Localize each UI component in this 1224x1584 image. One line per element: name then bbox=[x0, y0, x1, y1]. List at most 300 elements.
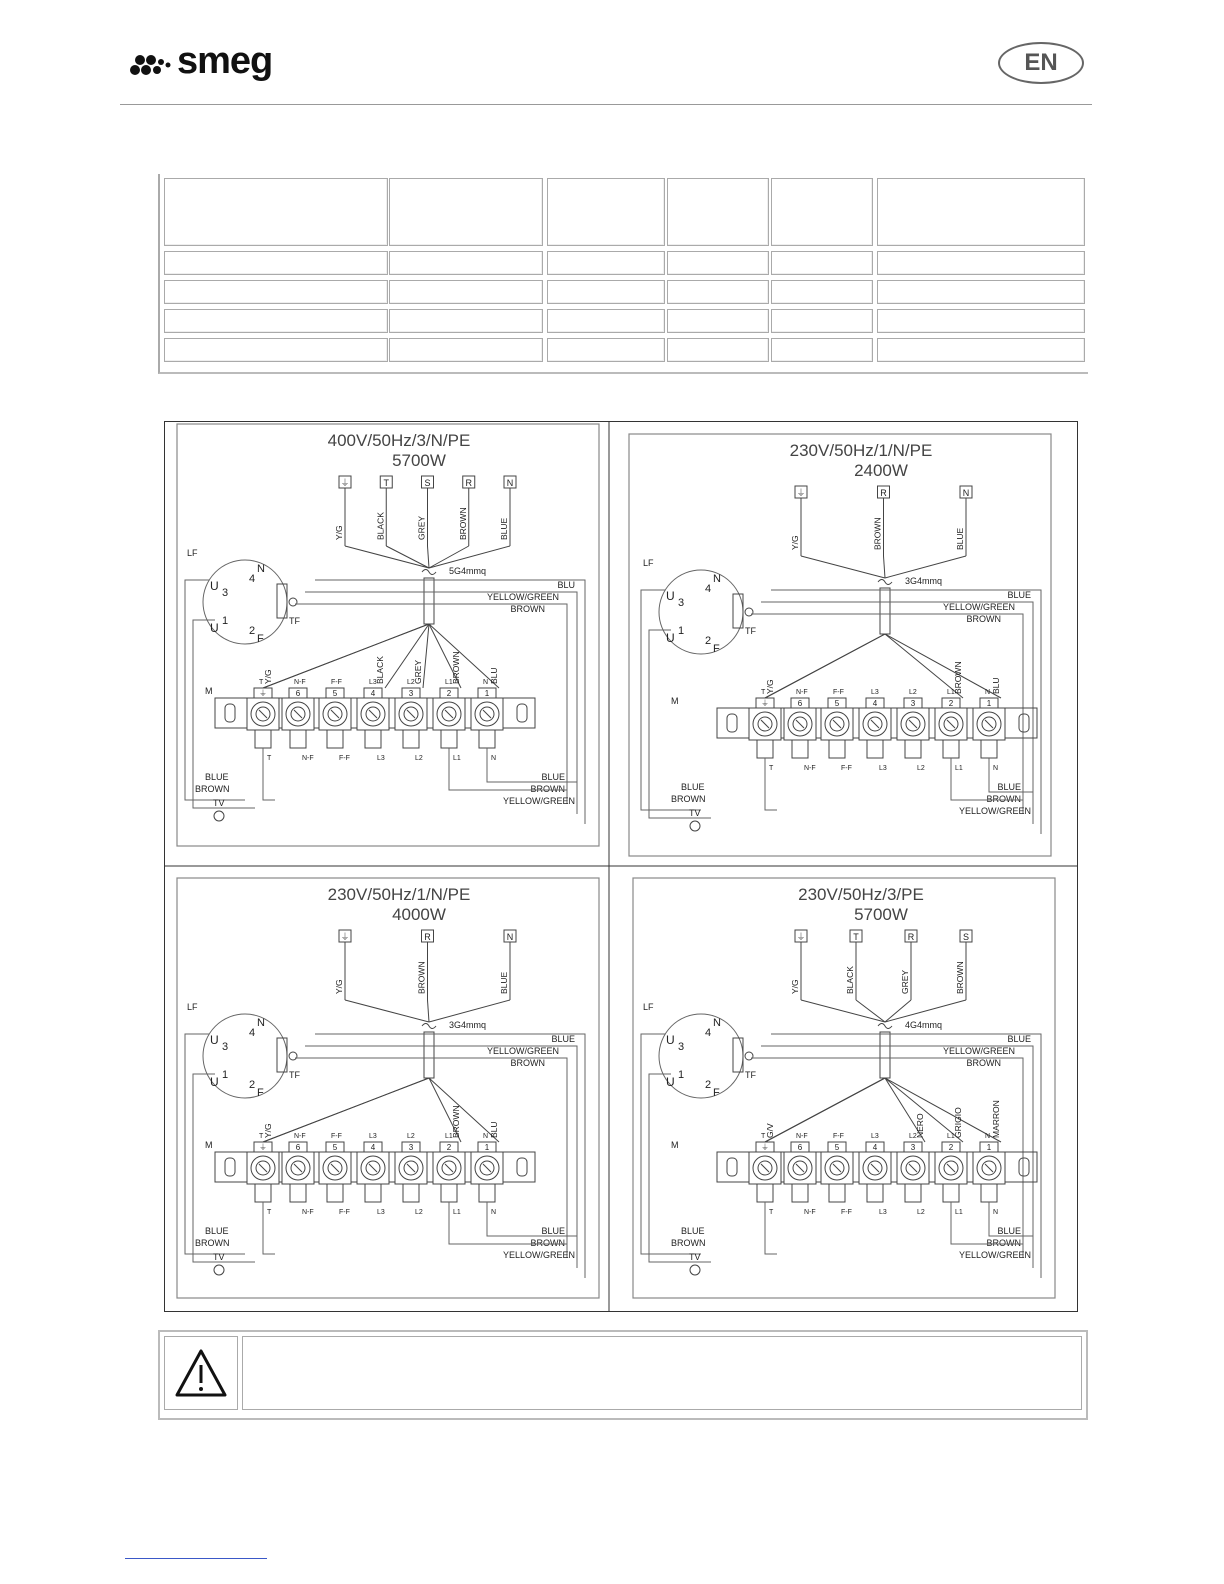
motor-terminal-label: 2 bbox=[249, 1079, 256, 1091]
supply-wire-label: BLUE bbox=[499, 971, 509, 994]
supply-wire bbox=[884, 556, 886, 578]
motor-terminal-label: U bbox=[666, 1075, 675, 1089]
panel-title-line1: 230V/50Hz/3/PE bbox=[798, 885, 924, 904]
terminal-top-label: N-F bbox=[796, 1133, 808, 1140]
cable-label: 4G4mmq bbox=[905, 1020, 943, 1030]
terminal-top-label: T bbox=[259, 679, 264, 686]
terminal-number: 6 bbox=[797, 1143, 803, 1152]
terminal-tab bbox=[365, 730, 381, 748]
motor-terminal-label: 2 bbox=[705, 1079, 712, 1091]
logo-dots-icon bbox=[130, 48, 176, 78]
top-terminal-label: N bbox=[506, 932, 514, 942]
supply-wire bbox=[428, 546, 430, 568]
terminal-top-label: L1 bbox=[947, 689, 955, 696]
terminal-bottom-label: F-F bbox=[339, 1209, 350, 1216]
terminal-bottom-label: N bbox=[993, 1209, 999, 1216]
left-wire-label: BROWN bbox=[671, 1238, 706, 1248]
supply-wire-label: BLUE bbox=[955, 527, 965, 550]
supply-wire-label: BROWN bbox=[955, 961, 965, 994]
board-wire-label: BLACK bbox=[375, 656, 385, 684]
wiring-panel-4 bbox=[633, 878, 1055, 1298]
terminal-number: 2 bbox=[446, 689, 452, 698]
cable-sheath bbox=[424, 1032, 434, 1078]
board-wire-label: BLU bbox=[489, 1121, 499, 1138]
supply-wire-label: GREY bbox=[416, 515, 427, 540]
terminal-tab bbox=[981, 740, 997, 758]
bottom-right-label: BROWN bbox=[530, 1238, 565, 1248]
wiring-diagrams bbox=[164, 421, 1078, 1312]
supply-wire-label: BROWN bbox=[457, 507, 468, 540]
terminal-bottom-label: F-F bbox=[841, 1209, 852, 1216]
terminal-tab bbox=[905, 1184, 921, 1202]
terminal-tab bbox=[479, 1184, 495, 1202]
terminal-number: ⏚ bbox=[259, 689, 267, 698]
terminal-top-label: L3 bbox=[369, 1133, 377, 1140]
board-wire-label: Y/G bbox=[263, 1123, 273, 1138]
rail-slot bbox=[1019, 714, 1029, 732]
table-cell bbox=[667, 309, 769, 333]
terminal-number: 3 bbox=[910, 699, 916, 708]
right-wire-label: BROWN bbox=[510, 604, 545, 614]
supply-wire-label: GREY bbox=[900, 969, 910, 994]
terminal-tab bbox=[792, 1184, 808, 1202]
tf-label: TF bbox=[289, 616, 300, 626]
terminal-bottom-label: L2 bbox=[415, 1209, 423, 1216]
terminal-number: 4 bbox=[872, 699, 878, 708]
terminal-top-label: L3 bbox=[369, 679, 377, 686]
panel-title-line1: 400V/50Hz/3/N/PE bbox=[327, 431, 471, 450]
terminal-top-label: L1 bbox=[445, 679, 453, 686]
frame-wire bbox=[185, 580, 245, 800]
motor-terminal-label: 4 bbox=[705, 583, 712, 595]
left-wire-label: BROWN bbox=[195, 1238, 230, 1248]
lf-label: LF bbox=[643, 1002, 654, 1012]
motor-terminal-label: U bbox=[666, 1033, 675, 1047]
wiring-panel-1 bbox=[177, 424, 599, 846]
terminal-tab bbox=[829, 740, 845, 758]
terminal-tab bbox=[441, 730, 457, 748]
right-wire-label: BLU bbox=[557, 580, 575, 590]
supply-wire-label: Y/G bbox=[334, 979, 344, 994]
terminal-bottom-label: F-F bbox=[841, 765, 852, 772]
board-wire bbox=[423, 624, 429, 688]
board-wire-label: BLU bbox=[489, 667, 499, 684]
tv-label: TV bbox=[689, 808, 701, 818]
terminal-bottom-label: N-F bbox=[804, 1209, 816, 1216]
motor-terminal-label: U bbox=[210, 1075, 219, 1089]
terminal-bottom-label: F-F bbox=[339, 755, 350, 762]
terminal-top-label: L1 bbox=[445, 1133, 453, 1140]
earth-symbol bbox=[745, 608, 753, 616]
terminal-number: 3 bbox=[408, 689, 414, 698]
tv-earth-symbol bbox=[214, 811, 224, 821]
table-cell bbox=[771, 251, 873, 275]
terminal-number: 2 bbox=[446, 1143, 452, 1152]
supply-wire bbox=[428, 1000, 430, 1022]
board-wire bbox=[885, 634, 1001, 698]
table-cell bbox=[389, 251, 543, 275]
terminal-bottom-label: T bbox=[769, 765, 774, 772]
motor-terminal-label: F bbox=[257, 633, 264, 645]
right-wire-label: BLUE bbox=[1007, 1034, 1031, 1044]
board-wire-label: NERO bbox=[915, 1113, 925, 1138]
terminal-bottom-label: L3 bbox=[879, 765, 887, 772]
terminal-bottom-label: L2 bbox=[917, 765, 925, 772]
terminal-tab bbox=[255, 1184, 271, 1202]
top-terminal-label: S bbox=[424, 478, 431, 488]
panel-title-line1: 230V/50Hz/1/N/PE bbox=[327, 885, 471, 904]
terminal-bottom-label: N-F bbox=[804, 765, 816, 772]
terminal-top-label: T bbox=[761, 689, 766, 696]
top-terminal-label: R bbox=[907, 932, 915, 942]
motor-terminal-label: 3 bbox=[678, 1041, 685, 1053]
terminal-number: 4 bbox=[872, 1143, 878, 1152]
rail-slot bbox=[1019, 1158, 1029, 1176]
table-cell bbox=[877, 338, 1085, 362]
top-terminal-label: R bbox=[424, 932, 431, 942]
terminal-tab bbox=[829, 1184, 845, 1202]
board-wire bbox=[263, 624, 429, 688]
board-wire-label: BROWN bbox=[953, 661, 963, 694]
terminal-tab bbox=[792, 740, 808, 758]
terminal-tab bbox=[290, 730, 306, 748]
warning-text-cell bbox=[242, 1336, 1082, 1410]
cable-symbol bbox=[878, 1024, 892, 1029]
terminal-tab bbox=[757, 740, 773, 758]
table-cell bbox=[547, 338, 665, 362]
terminal-bottom-label: L1 bbox=[955, 765, 963, 772]
panel-title-line2: 5700W bbox=[392, 451, 446, 470]
bottom-right-label: BLUE bbox=[541, 772, 565, 782]
terminal-bottom-label: L2 bbox=[415, 755, 423, 762]
earth-symbol bbox=[289, 1052, 297, 1060]
terminal-top-label: L3 bbox=[871, 1133, 879, 1140]
bottom-right-label: YELLOW/GREEN bbox=[958, 1250, 1031, 1260]
board-wire-label: BROWN bbox=[451, 651, 461, 684]
board-wire-label: MARRON bbox=[991, 1100, 1001, 1138]
table-cell bbox=[547, 178, 665, 246]
panel-title-line2: 5700W bbox=[854, 905, 908, 924]
wiring-panel-3 bbox=[177, 878, 599, 1298]
tv-earth-symbol bbox=[214, 1265, 224, 1275]
terminal-top-label: L2 bbox=[909, 689, 917, 696]
motor-terminal-label: N bbox=[713, 1017, 721, 1029]
right-wire-label: BLUE bbox=[1007, 590, 1031, 600]
bottom-right-label: BROWN bbox=[986, 794, 1021, 804]
terminal-number: 3 bbox=[910, 1143, 916, 1152]
table-cell bbox=[547, 280, 665, 304]
terminal-number: 1 bbox=[986, 1143, 992, 1152]
tf-label: TF bbox=[745, 626, 756, 636]
rail-slot bbox=[727, 1158, 737, 1176]
motor-terminal-label: N bbox=[713, 573, 721, 585]
terminal-number: 6 bbox=[295, 1143, 301, 1152]
terminal-tab bbox=[403, 1184, 419, 1202]
panel-frame bbox=[177, 878, 599, 1298]
terminal-bottom-label: T bbox=[769, 1209, 774, 1216]
cable-label: 3G4mmq bbox=[905, 576, 943, 586]
terminal-tab bbox=[365, 1184, 381, 1202]
table-cell bbox=[877, 178, 1085, 246]
terminal-tab bbox=[867, 740, 883, 758]
terminal-number: 5 bbox=[834, 1143, 840, 1152]
left-wire-label: BLUE bbox=[205, 772, 229, 782]
terminal-top-label: T bbox=[259, 1133, 264, 1140]
m-label: M bbox=[205, 686, 213, 696]
terminal-tab bbox=[943, 1184, 959, 1202]
table-cell bbox=[877, 309, 1085, 333]
board-wire bbox=[263, 1078, 429, 1142]
terminal-number: ⏚ bbox=[761, 699, 769, 708]
panel-title-line1: 230V/50Hz/1/N/PE bbox=[789, 441, 933, 460]
right-wire-label: YELLOW/GREEN bbox=[942, 1046, 1015, 1056]
table-cell bbox=[667, 251, 769, 275]
supply-wire bbox=[429, 1000, 510, 1022]
terminal-number: ⏚ bbox=[259, 1143, 267, 1152]
board-wire bbox=[765, 1078, 885, 1142]
footer-link-underline bbox=[125, 1558, 267, 1559]
board-wire-label: Y/G bbox=[765, 679, 775, 694]
terminal-number: 6 bbox=[295, 689, 301, 698]
cable-symbol bbox=[878, 580, 892, 585]
supply-wire bbox=[885, 556, 966, 578]
terminal-number: 1 bbox=[986, 699, 992, 708]
motor-terminal-label: 3 bbox=[678, 597, 685, 609]
motor-terminal-label: 3 bbox=[222, 587, 229, 599]
bottom-right-label: BROWN bbox=[530, 784, 565, 794]
bottom-right-label: BLUE bbox=[997, 1226, 1021, 1236]
earth-symbol bbox=[289, 598, 297, 606]
right-wire-label: BROWN bbox=[510, 1058, 545, 1068]
board-wire-label: BLU bbox=[991, 677, 1001, 694]
terminal-tab bbox=[403, 730, 419, 748]
terminal-top-label: L3 bbox=[871, 689, 879, 696]
motor-terminal-label: U bbox=[666, 589, 675, 603]
table-cell bbox=[164, 309, 388, 333]
table-cell bbox=[389, 338, 543, 362]
motor-terminal-label: 3 bbox=[222, 1041, 229, 1053]
left-wire-label: BLUE bbox=[681, 1226, 705, 1236]
terminal-top-label: N-F bbox=[294, 679, 306, 686]
terminal-tab bbox=[905, 740, 921, 758]
warning-triangle-icon bbox=[173, 1347, 229, 1399]
board-wire-label: Y/G bbox=[263, 669, 273, 684]
cable-sheath bbox=[880, 588, 890, 634]
terminal-tab bbox=[479, 730, 495, 748]
table-cell bbox=[771, 178, 873, 246]
motor-terminal-label: N bbox=[257, 1017, 265, 1029]
terminal-number: 4 bbox=[370, 689, 376, 698]
motor-terminal-label: 4 bbox=[705, 1027, 712, 1039]
terminal-top-label: F-F bbox=[331, 1133, 342, 1140]
brand-name: smeg bbox=[177, 40, 273, 82]
terminal-top-label: L2 bbox=[407, 1133, 415, 1140]
supply-wire bbox=[801, 1000, 885, 1022]
spec-table bbox=[158, 174, 1088, 374]
rail-slot bbox=[517, 1158, 527, 1176]
top-terminal-label: T bbox=[383, 478, 389, 488]
terminal-top-label: F-F bbox=[833, 689, 844, 696]
terminal-tab bbox=[757, 1184, 773, 1202]
earth-symbol bbox=[745, 1052, 753, 1060]
bottom-right-label: YELLOW/GREEN bbox=[502, 796, 575, 806]
lf-label: LF bbox=[187, 1002, 198, 1012]
motor-terminal-label: U bbox=[210, 1033, 219, 1047]
terminal-top-label: F-F bbox=[833, 1133, 844, 1140]
table-cell bbox=[547, 309, 665, 333]
motor-terminal-label: N bbox=[257, 563, 265, 575]
table-cell bbox=[667, 178, 769, 246]
left-wire-label: BLUE bbox=[205, 1226, 229, 1236]
rail-slot bbox=[727, 714, 737, 732]
terminal-number: 1 bbox=[484, 689, 490, 698]
wiring-panel-2 bbox=[629, 434, 1051, 856]
motor-terminal-label: F bbox=[257, 1087, 264, 1099]
terminal-bottom-label: T bbox=[267, 1209, 272, 1216]
tv-label: TV bbox=[213, 1252, 225, 1262]
tv-label: TV bbox=[689, 1252, 701, 1262]
right-wire-label: BROWN bbox=[966, 614, 1001, 624]
terminal-top-label: N bbox=[985, 1133, 991, 1140]
board-wire-label: G/V bbox=[765, 1123, 775, 1138]
terminal-bottom-label: N-F bbox=[302, 1209, 314, 1216]
board-wire-label: BROWN bbox=[451, 1105, 461, 1138]
terminal-top-label: N bbox=[985, 689, 991, 696]
board-wire-label: GREY bbox=[413, 659, 423, 684]
frame-wire bbox=[185, 1034, 245, 1254]
supply-wire-label: Y/G bbox=[790, 979, 800, 994]
terminal-bottom-label: N bbox=[491, 755, 497, 762]
terminal-tab bbox=[255, 730, 271, 748]
terminal-number: 6 bbox=[797, 699, 803, 708]
terminal-top-label: T bbox=[761, 1133, 766, 1140]
warning-icon-cell bbox=[164, 1336, 238, 1410]
board-wire bbox=[885, 1078, 1001, 1142]
terminal-bottom-label: L3 bbox=[377, 755, 385, 762]
terminal-tab bbox=[327, 1184, 343, 1202]
supply-wire-label: BLUE bbox=[499, 517, 509, 540]
supply-wire-label: BLACK bbox=[375, 512, 386, 540]
top-terminal-label: ⏚ bbox=[340, 478, 350, 488]
supply-wire-label: Y/G bbox=[790, 535, 800, 550]
motor-terminal-label: 4 bbox=[249, 573, 256, 585]
top-terminal-label: N bbox=[962, 488, 970, 498]
table-cell bbox=[164, 251, 388, 275]
right-wire-label: BROWN bbox=[966, 1058, 1001, 1068]
supply-wire bbox=[345, 546, 429, 568]
cable-sheath bbox=[880, 1032, 890, 1078]
bottom-right-label: BLUE bbox=[541, 1226, 565, 1236]
tv-label: TV bbox=[213, 798, 225, 808]
panel-title-line2: 4000W bbox=[392, 905, 446, 924]
terminal-number: 2 bbox=[948, 1143, 954, 1152]
right-wire-label: YELLOW/GREEN bbox=[942, 602, 1015, 612]
terminal-bottom-label: L1 bbox=[453, 1209, 461, 1216]
cable-label: 5G4mmq bbox=[449, 566, 487, 576]
board-wire bbox=[765, 634, 885, 698]
motor-terminal-label: U bbox=[210, 579, 219, 593]
motor-terminal-label: 2 bbox=[705, 635, 712, 647]
supply-wire bbox=[801, 556, 885, 578]
table-cell bbox=[667, 338, 769, 362]
terminal-bottom-label: L2 bbox=[917, 1209, 925, 1216]
terminal-bottom-label: N bbox=[491, 1209, 497, 1216]
wiring-diagram-svg bbox=[165, 422, 1077, 1311]
terminal-bottom-label: N-F bbox=[302, 755, 314, 762]
m-label: M bbox=[671, 696, 679, 706]
supply-wire bbox=[386, 546, 429, 568]
right-wire-label: YELLOW/GREEN bbox=[486, 1046, 559, 1056]
terminal-top-label: L2 bbox=[407, 679, 415, 686]
board-wire-label: GRIGIO bbox=[953, 1107, 963, 1138]
table-cell bbox=[164, 280, 388, 304]
motor-terminal-label: 1 bbox=[678, 1069, 685, 1081]
terminal-bottom-label: T bbox=[267, 755, 272, 762]
supply-wire bbox=[429, 546, 469, 568]
left-wire-label: BROWN bbox=[671, 794, 706, 804]
motor-terminal-label: 1 bbox=[222, 615, 229, 627]
table-cell bbox=[877, 280, 1085, 304]
tf-label: TF bbox=[745, 1070, 756, 1080]
language-badge: EN bbox=[998, 42, 1084, 84]
warning-box bbox=[158, 1330, 1088, 1420]
terminal-number: ⏚ bbox=[761, 1143, 769, 1152]
motor-terminal-label: 4 bbox=[249, 1027, 256, 1039]
supply-wire-label: BLACK bbox=[845, 966, 855, 994]
left-wire-label: BLUE bbox=[681, 782, 705, 792]
lf-label: LF bbox=[187, 548, 198, 558]
rail-slot bbox=[225, 704, 235, 722]
motor-terminal-label: 1 bbox=[678, 625, 685, 637]
terminal-number: 1 bbox=[484, 1143, 490, 1152]
tv-earth-symbol bbox=[690, 1265, 700, 1275]
supply-wire bbox=[345, 1000, 429, 1022]
terminal-tab bbox=[441, 1184, 457, 1202]
terminal-bottom-label: L1 bbox=[453, 755, 461, 762]
top-terminal-label: S bbox=[962, 932, 970, 942]
terminal-bottom-label: N bbox=[993, 765, 999, 772]
rail-slot bbox=[225, 1158, 235, 1176]
tf-label: TF bbox=[289, 1070, 300, 1080]
table-cell bbox=[547, 251, 665, 275]
top-terminal-label: ⏚ bbox=[340, 932, 350, 942]
table-cell bbox=[389, 309, 543, 333]
terminal-bottom-label: L3 bbox=[377, 1209, 385, 1216]
bottom-right-label: YELLOW/GREEN bbox=[958, 806, 1031, 816]
right-wire-label: YELLOW/GREEN bbox=[486, 592, 559, 602]
supply-wire-label: BROWN bbox=[416, 961, 427, 994]
supply-wire-label: Y/G bbox=[334, 525, 344, 540]
table-cell bbox=[771, 309, 873, 333]
bottom-right-label: BROWN bbox=[986, 1238, 1021, 1248]
panel-title-line2: 2400W bbox=[854, 461, 908, 480]
terminal-top-label: L1 bbox=[947, 1133, 955, 1140]
motor-terminal-label: 2 bbox=[249, 625, 256, 637]
supply-wire bbox=[885, 1000, 966, 1022]
motor-terminal-label: F bbox=[713, 1087, 720, 1099]
motor-terminal-label: F bbox=[713, 643, 720, 655]
rail-slot bbox=[517, 704, 527, 722]
top-terminal-label: N bbox=[506, 478, 514, 488]
top-terminal-label: ⏚ bbox=[796, 488, 806, 498]
terminal-top-label: N-F bbox=[294, 1133, 306, 1140]
terminal-top-label: L2 bbox=[909, 1133, 917, 1140]
lf-label: LF bbox=[643, 558, 654, 568]
terminal-top-label: N bbox=[483, 679, 489, 686]
supply-wire-label: BROWN bbox=[872, 517, 883, 550]
terminal-number: 4 bbox=[370, 1143, 376, 1152]
header-divider bbox=[120, 104, 1092, 105]
